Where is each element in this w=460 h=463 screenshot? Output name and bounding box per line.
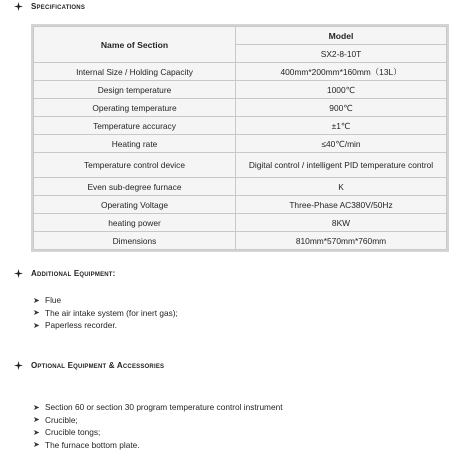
arrowhead-icon: ➤ bbox=[33, 320, 40, 330]
specifications-heading bbox=[14, 2, 85, 11]
additional-equipment-list bbox=[33, 294, 178, 332]
table-row bbox=[34, 178, 447, 196]
row-value: Digital control / intelligent PID temperature control bbox=[236, 153, 447, 178]
list-item-text: The furnace bottom plate. bbox=[45, 439, 140, 450]
list-item-text: Crucible tongs; bbox=[45, 427, 101, 438]
row-name: Design temperature bbox=[34, 81, 236, 99]
arrowhead-icon: ➤ bbox=[33, 440, 40, 450]
arrowhead-icon: ➤ bbox=[33, 295, 40, 305]
row-name: Dimensions bbox=[34, 232, 236, 250]
list-item-text: Paperless recorder. bbox=[45, 320, 117, 331]
list-item bbox=[33, 439, 283, 452]
arrowhead-icon: ➤ bbox=[33, 427, 40, 437]
table-row bbox=[34, 99, 447, 117]
list-item-text: The air intake system (for inert gas); bbox=[45, 307, 178, 318]
table-row bbox=[34, 214, 447, 232]
four-point-star-icon bbox=[14, 361, 23, 370]
arrowhead-icon: ➤ bbox=[33, 415, 40, 425]
optional-equipment-heading bbox=[14, 361, 164, 370]
table-row bbox=[34, 81, 447, 99]
row-name: Temperature control device bbox=[34, 153, 236, 178]
row-name: Operating Voltage bbox=[34, 196, 236, 214]
optional-equipment-list bbox=[33, 401, 283, 451]
additional-equipment-heading bbox=[14, 269, 116, 278]
list-item bbox=[33, 401, 283, 414]
table-row bbox=[34, 27, 447, 45]
list-item bbox=[33, 319, 178, 332]
specifications-table bbox=[33, 26, 447, 250]
row-name: Temperature accuracy bbox=[34, 117, 236, 135]
row-value: ±1℃ bbox=[236, 117, 447, 135]
row-value: Three-Phase AC380V/50Hz bbox=[236, 196, 447, 214]
row-value: K bbox=[236, 178, 447, 196]
row-value: 810mm*570mm*760mm bbox=[236, 232, 447, 250]
list-item bbox=[33, 307, 178, 320]
table-row bbox=[34, 135, 447, 153]
row-value: 400mm*200mm*160mm（13L） bbox=[236, 63, 447, 81]
row-name: Heating rate bbox=[34, 135, 236, 153]
four-point-star-icon bbox=[14, 2, 23, 11]
arrowhead-icon: ➤ bbox=[33, 402, 40, 412]
table-row bbox=[34, 153, 447, 178]
optional-equipment-title: Optional Equipment & Accessories bbox=[31, 361, 165, 370]
table-row bbox=[34, 232, 447, 250]
specifications-title: Specifications bbox=[31, 2, 86, 11]
row-name: Even sub-degree furnace bbox=[34, 178, 236, 196]
additional-equipment-title: Additional Equipment: bbox=[31, 269, 116, 278]
four-point-star-icon bbox=[14, 269, 23, 278]
list-item-text: Flue bbox=[45, 295, 62, 306]
row-name: Operating temperature bbox=[34, 99, 236, 117]
row-value: 8KW bbox=[236, 214, 447, 232]
row-name: heating power bbox=[34, 214, 236, 232]
table-row bbox=[34, 196, 447, 214]
name-of-section-header: Name of Section bbox=[34, 27, 236, 63]
list-item-text: Crucible; bbox=[45, 414, 78, 425]
model-value: SX2-8-10T bbox=[236, 45, 447, 63]
list-item-text: Section 60 or section 30 program temperature control instrument bbox=[45, 402, 283, 413]
model-header: Model bbox=[236, 27, 447, 45]
table-row bbox=[34, 63, 447, 81]
row-value: ≤40℃/min bbox=[236, 135, 447, 153]
list-item bbox=[33, 294, 178, 307]
row-name: Internal Size / Holding Capacity bbox=[34, 63, 236, 81]
row-value: 900℃ bbox=[236, 99, 447, 117]
list-item bbox=[33, 414, 283, 427]
list-item bbox=[33, 426, 283, 439]
arrowhead-icon: ➤ bbox=[33, 308, 40, 318]
table-row bbox=[34, 117, 447, 135]
row-value: 1000℃ bbox=[236, 81, 447, 99]
